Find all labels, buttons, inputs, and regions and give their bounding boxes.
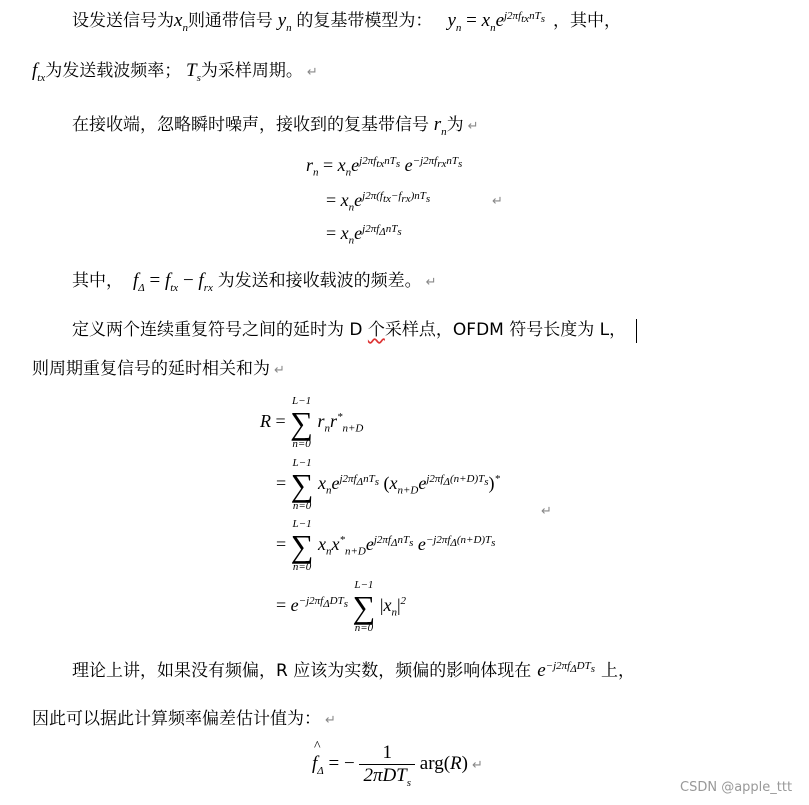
text: 理论上讲，如果没有频偏，R 应该为实数，频偏的影响体现在: [72, 661, 532, 681]
text: 在接收端，忽略瞬时噪声，接收到的复基带信号: [72, 115, 429, 135]
paragraph-4: [72, 266, 437, 292]
text: 的复基带模型为：: [296, 11, 433, 31]
sum-symbol: L−1 ∑ n=0: [352, 579, 376, 634]
sum-symbol: L−1 ∑ n=0: [290, 457, 314, 512]
math-Ts: $T_s$: [181, 60, 201, 84]
equation-R-line4: = $e^{-j2\pi f_\Delta DT_s}$ L−1 ∑ n=0 $|x_n|^2$: [276, 579, 407, 634]
paragraph-3: [72, 110, 479, 136]
paragraph-2: [32, 56, 318, 82]
equation-R-line3: = L−1 ∑ n=0 $x_nx^*_{n+D}e^{j2\pi f_\Delta nT_s}$ $e^{-j2\pi f_\Delta(n+D)T_s}$: [276, 518, 496, 573]
spellcheck-word: 个: [367, 320, 385, 340]
text: 其中，: [72, 271, 123, 291]
paragraph-1: [72, 6, 621, 32]
text: 为采样周期。: [200, 61, 303, 81]
return-mark-icon: ↵: [325, 713, 336, 728]
equation-R-line2: = L−1 ∑ n=0 $x_ne^{j2\pi f_\Delta nT_s}$ $(x_{n+D}e^{j2\pi f_\Delta(n+D)T_s})^*$: [276, 457, 501, 512]
text: 为: [446, 115, 464, 135]
paragraph-8: [32, 704, 336, 729]
math-ftx: $f_{tx}$: [32, 60, 46, 84]
equation-freq-estimate: ^ $f_\Delta$ = − $\frac{1}{2\pi DT_s}$ arg(R) ↵: [312, 738, 483, 789]
return-mark-icon: ↵: [471, 757, 483, 773]
csdn-watermark: CSDN @apple_ttt: [680, 780, 793, 795]
equation-rn-line3: = $x_ne^{j2\pi f_\Delta nT_s}$: [326, 223, 402, 247]
text: 设发送信号为: [72, 11, 174, 31]
math-rn: $r_n$: [429, 114, 447, 138]
return-mark-icon: ↵: [492, 194, 503, 209]
text: 则通带信号: [187, 11, 273, 31]
sum-symbol: L−1 ∑ n=0: [290, 518, 314, 573]
text: 采样点，OFDM 符号长度为 L，: [384, 320, 627, 340]
paragraph-7: [72, 656, 635, 682]
return-mark-icon: ↵: [274, 363, 285, 378]
return-mark-icon: ↵: [306, 65, 318, 80]
text: 为发送和接收载波的频差。: [217, 271, 422, 291]
math-fdelta: $f_\Delta = f_{tx} - f_{rx}$: [133, 270, 213, 294]
text: ，其中，: [552, 11, 621, 31]
sum-symbol: L−1 ∑ n=0: [290, 395, 313, 450]
return-mark-icon: ↵: [467, 119, 479, 134]
equation-R-line1: R = L−1 ∑ n=0 $r_nr^*_{n+D}$: [260, 395, 364, 450]
text: 上，: [601, 661, 636, 681]
text: 因此可以据此计算频率偏差估计值为：: [32, 709, 321, 729]
fraction: $\frac{1}{2\pi DT_s}$: [359, 742, 415, 787]
text: 定义两个连续重复符号之间的延时为 D: [72, 320, 368, 340]
equation-rn-line2: = $x_ne^{j2\pi(f_{tx}-f_{rx})nT_s}$: [326, 190, 431, 214]
text: 为发送载波频率；: [45, 61, 182, 81]
text: 则周期重复信号的延时相关和为: [32, 359, 270, 379]
equation-baseband-model: $y_n = x_ne^{j2\pi f_{tx}nT_s}$: [447, 9, 545, 34]
equation-rn-line1: $r_n = x_ne^{j2\pi f_{tx}nT_s}$ $e^{-j2\pi f_{rx}nT_s}$: [306, 155, 463, 179]
paragraph-5: [72, 315, 637, 343]
text-cursor: [636, 319, 637, 343]
math-yn: $y_n$: [272, 10, 292, 34]
paragraph-6: [32, 354, 285, 379]
return-mark-icon: ↵: [541, 504, 552, 519]
math-xn: $x_n$: [174, 10, 188, 34]
return-mark-icon: ↵: [425, 275, 437, 290]
math-phase-term: $e^{-j2\pi f_\Delta DT_s}$: [537, 659, 596, 681]
